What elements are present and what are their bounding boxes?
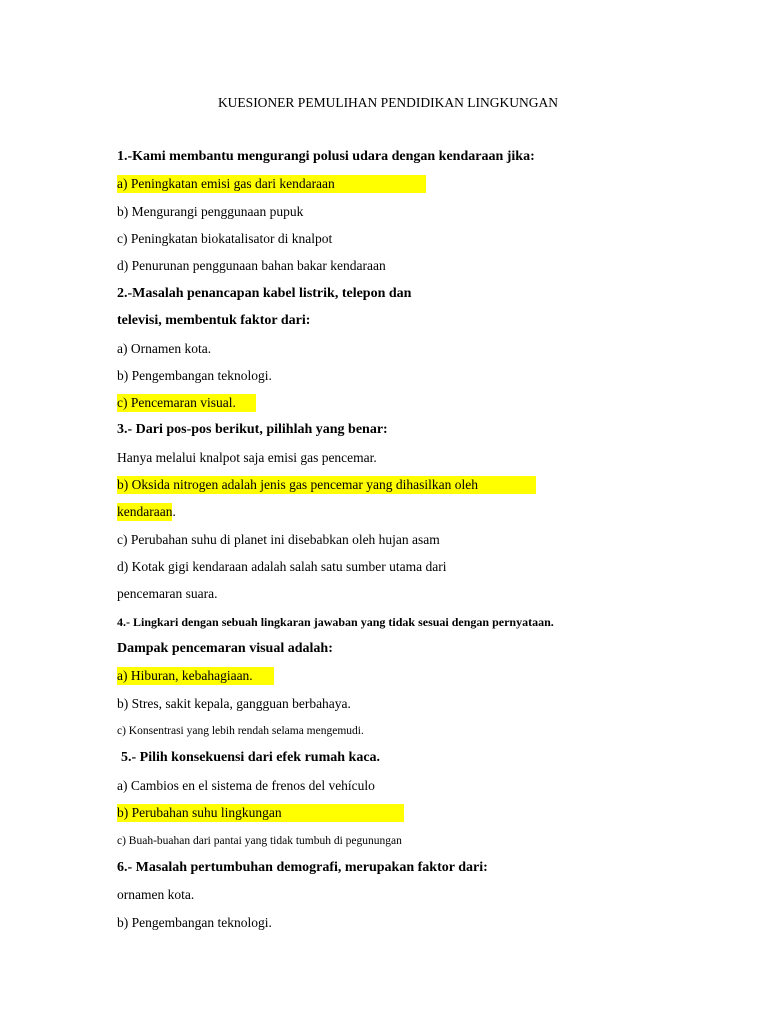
q1-option-d: d) Penurunan penggunaan bahan bakar kendaraan bbox=[117, 258, 386, 273]
q1-option-c: c) Peningkatan biokatalisator di knalpot bbox=[117, 231, 333, 246]
q3-option-b bbox=[117, 476, 536, 494]
period: . bbox=[172, 504, 176, 519]
question-2-line-2: televisi, membentuk faktor dari: bbox=[117, 313, 311, 328]
q4-option-b: b) Stres, sakit kepala, gangguan berbahaya. bbox=[117, 696, 351, 711]
question-4-instruction: 4.- Lingkari dengan sebuah lingkaran jawaban yang tidak sesuai dengan pernyataan. bbox=[117, 615, 554, 629]
answer-highlight: b) Oksida nitrogen adalah jenis gas pencemar yang dihasilkan oleh bbox=[117, 476, 536, 494]
question-6: 6.- Masalah pertumbuhan demografi, merupakan faktor dari: bbox=[117, 860, 488, 875]
question-3: 3.- Dari pos-pos berikut, pilihlah yang benar: bbox=[117, 422, 388, 437]
q5-option-c: c) Buah-buahan dari pantai yang tidak tumbuh di pegunungan bbox=[117, 835, 402, 847]
answer-highlight: a) Peningkatan emisi gas dari kendaraan bbox=[117, 175, 426, 193]
answer-highlight: a) Hiburan, kebahagiaan. bbox=[117, 667, 274, 685]
q3-option-c: c) Perubahan suhu di planet ini disebabkan oleh hujan asam bbox=[117, 532, 440, 547]
question-1: 1.-Kami membantu mengurangi polusi udara dengan kendaraan jika: bbox=[117, 149, 535, 164]
answer-highlight: kendaraan bbox=[117, 504, 173, 519]
q4-option-a bbox=[117, 667, 274, 685]
q3-option-b-continued bbox=[117, 503, 176, 521]
q2-option-a: a) Ornamen kota. bbox=[117, 341, 212, 356]
q6-option-a: ornamen kota. bbox=[117, 887, 195, 902]
q1-option-a bbox=[117, 175, 426, 193]
q1-option-b: b) Mengurangi penggunaan pupuk bbox=[117, 204, 304, 219]
q4-option-c: c) Konsentrasi yang lebih rendah selama mengemudi. bbox=[117, 725, 364, 737]
q2-option-c bbox=[117, 394, 256, 412]
q3-option-d-continued: pencemaran suara. bbox=[117, 586, 218, 601]
q6-option-b: b) Pengembangan teknologi. bbox=[117, 915, 272, 930]
document-title: KUESIONER PEMULIHAN PENDIDIKAN LINGKUNGAN bbox=[217, 95, 559, 110]
q3-option-a: Hanya melalui knalpot saja emisi gas pencemar. bbox=[117, 450, 377, 465]
answer-highlight: b) Perubahan suhu lingkungan bbox=[117, 804, 404, 822]
q2-option-b: b) Pengembangan teknologi. bbox=[117, 368, 272, 383]
question-5: 5.- Pilih konsekuensi dari efek rumah kaca. bbox=[121, 750, 381, 765]
q5-option-b bbox=[117, 804, 404, 822]
question-2-line-1: 2.-Masalah penancapan kabel listrik, telepon dan bbox=[117, 286, 412, 301]
question-4: Dampak pencemaran visual adalah: bbox=[117, 641, 333, 656]
q5-option-a: a) Cambios en el sistema de frenos del vehículo bbox=[117, 778, 375, 793]
answer-highlight: c) Pencemaran visual. bbox=[117, 394, 256, 412]
q3-option-d: d) Kotak gigi kendaraan adalah salah satu sumber utama dari bbox=[117, 559, 447, 574]
